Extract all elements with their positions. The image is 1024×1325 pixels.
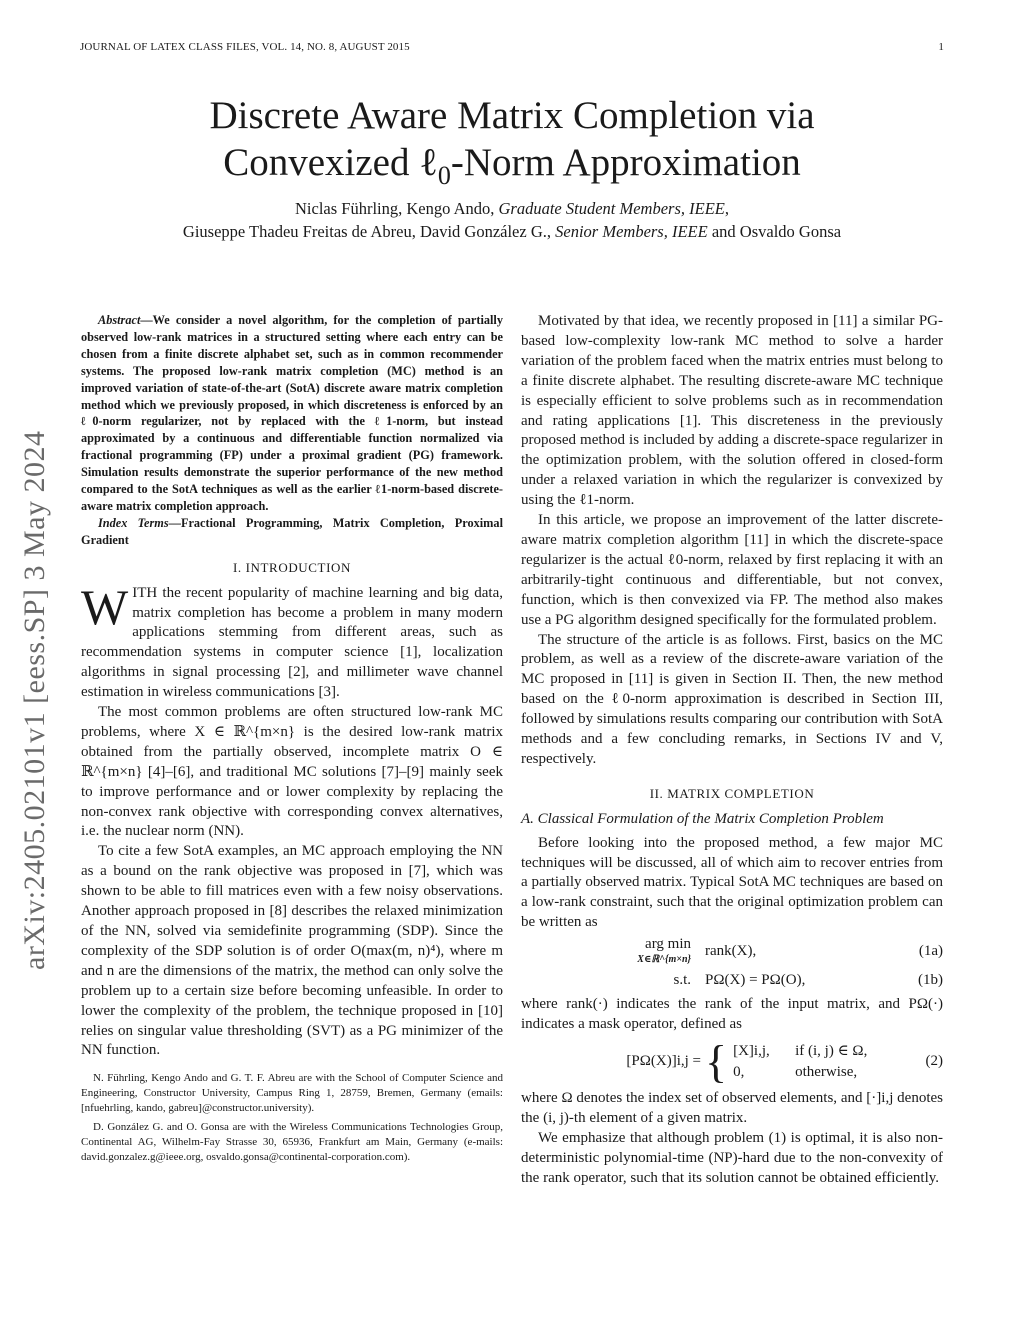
equation-2-lhs: [PΩ(X)]i,j =: [626, 1052, 701, 1069]
argmin-operator: arg min X∈ℝ^{m×n}: [637, 936, 691, 966]
equation-2-cases: [X]i,j, if (i, j) ∈ Ω, 0, otherwise,: [733, 1042, 868, 1080]
title-line-2: Convexized ℓ$_0$-Norm Approximation: [223, 141, 801, 190]
running-header: [80, 41, 944, 53]
curly-brace: {: [705, 1035, 728, 1087]
subsection-title: A. Classical Formulation of the Matrix Completion Problem: [521, 810, 884, 827]
right-paragraph-2: In this article, we propose an improvement of the latter discrete-aware matrix completion algorithm [11] in which the discrete-space regularizer is the actual ℓ0-norm, relaxed by first replacing it with an arbitrarily-tight continuous and differentiable, but not convex, function, which is then convexized via FP. The method also makes use a PG algorithm designed specifically for the formulated problem.: [521, 512, 943, 628]
footnotes: [81, 1071, 503, 1165]
equation-1a-body: rank(X),: [705, 943, 757, 960]
right-paragraph-1: Motivated by that idea, we recently proposed in [11] a similar PG-based low-complexity low-rank MC method to solve a harder variation of the problem faced when the matrix entries must belong to a finite discrete alphabet. The resulting discrete-aware MC technique is especially efficient to solve problems such as in recommendation and rating applications [1]. This discreteness in the previously proposed method is included by adding a discrete-space regularizer in the optimization problem, with the solution offered in closed-form under a relaxed variation in which the regularizer is convexized by using the ℓ1-norm.: [521, 313, 943, 509]
author-line-1: Niclas Führling, Kengo Ando, Graduate Student Members, IEEE,: [295, 199, 729, 218]
page-number: 1: [938, 41, 944, 53]
index-terms: Index Terms—Fractional Programming, Matrix Completion, Proximal Gradient: [81, 515, 503, 547]
right-column: [521, 312, 943, 1188]
right-paragraph-6: where Ω denotes the index set of observed elements, and [·]i,j denotes the (i, j)-th element of a given matrix.: [521, 1089, 943, 1126]
intro-paragraph-3: To cite a few SotA examples, an MC approach employing the NN as a bound on the rank objective was proposed in [7], which was shown to be able to fill matrices even with a few noisy observations. Another approach proposed in [8] describes the relaxed minimization of the NN, solved via semidefinite programming (SDP). Since the complexity of the SDP solution is of order O(max(m, n)⁴), where m and n are the dimensions of the matrix, the method can only solve the problem up to a certain size before becoming unfeasible. In order to lower the complexity of the problem, the technique proposed in [10] relies on singular value thresholding (SVT) as a PG minimizer of the NN function.: [81, 843, 503, 1059]
journal-header: JOURNAL OF LATEX CLASS FILES, VOL. 14, NO. 8, AUGUST 2015: [80, 41, 410, 53]
right-paragraph-5: where rank(·) indicates the rank of the input matrix, and PΩ(·) indicates a mask operator, defined as: [521, 996, 943, 1032]
drop-cap: W: [81, 578, 129, 635]
intro-paragraph-2: The most common problems are often structured low-rank MC problems, where X ∈ ℝ^{m×n} is the desired low-rank matrix obtained from the partially observed, incomplete matrix O ∈ ℝ^{m×n} [4]–[6], and traditional MC solutions [7]–[9] mainly seek to improve performance and or lower complexity by replacing the non-convex rank objective with corresponding convex alternatives, i.e. the nuclear norm (NN).: [81, 704, 503, 840]
author-block: [0, 197, 1024, 243]
equation-1b: [521, 971, 943, 991]
title-line-1: Discrete Aware Matrix Completion via: [209, 94, 815, 137]
equation-2: [521, 1035, 943, 1087]
abstract: Abstract—We consider a novel algorithm, for the completion of partially observed low-rank matrices in a structured setting where each entry can be chosen from a finite discrete alphabet set, such as in common recommender systems. The proposed low-rank matrix completion (MC) method is an improved variation of state-of-the-art (SotA) discrete aware matrix completion method which we previously proposed, in which discreteness is enforced by an ℓ0-norm regularizer, not by replaced with the ℓ1-norm, but instead approximated by a continuous and differentiable function normalized via fractional programming (FP) under a proximal gradient (PG) framework. Simulation results demonstrate the superior performance of the new method compared to the SotA techniques as well as the earlier ℓ1-norm-based discrete-aware matrix completion approach.: [81, 313, 503, 513]
author-line-2: Giuseppe Thadeu Freitas de Abreu, David González G., Senior Members, IEEE and Osvaldo Gonsa: [182, 222, 842, 241]
section-matrix-completion-title: II. MATRIX COMPLETION: [649, 785, 815, 801]
equation-1b-number: (1b): [918, 972, 943, 989]
equation-1b-lhs: s.t.: [673, 972, 691, 989]
equation-1a: [521, 937, 943, 967]
right-paragraph-7: We emphasize that although problem (1) is optimal, it is also non-deterministic polynomial-time (NP)-hard due to the non-convexity of the rank operator, such that its solution cannot be obtained efficiently.: [521, 1129, 943, 1186]
equation-1b-body: PΩ(X) = PΩ(O),: [705, 972, 806, 989]
equation-2-number: (2): [925, 1052, 943, 1069]
arxiv-stamp: arXiv:2405.02101v1 [eess.SP] 3 May 2024: [18, 430, 51, 970]
right-paragraph-4: Before looking into the proposed method, a few major MC techniques will be discussed, all of which aim to recover entries from a partially observed matrix. Typical SotA MC techniques are based on a low-rank constraint, such that the original optimization problem can be written as: [521, 834, 943, 931]
intro-paragraph-1: WITH the recent popularity of machine learning and big data, matrix completion has become a problem in many modern applications stemming from different areas, such as recommendation systems in computer science [1], localization algorithms in signal processing [2], and millimeter wave channel estimation in wireless communications [3].: [81, 578, 503, 701]
left-column: [81, 312, 503, 1169]
footnote-2: D. González G. and O. Gonsa are with the Wireless Communications Technologies Group, Continental AG, Wilhelm-Fay Strasse 30, 65936, Frankfurt am Main, Germany (e-mails: david.gonzalez.g@ieee.org, osvaldo.gonsa@continental-corporation.com).: [81, 1121, 503, 1164]
right-paragraph-3: The structure of the article is as follows. First, basics on the MC problem, as well as a review of the discrete-aware variation of the MC proposed in [11] is given in Section II. Then, the new method based on the ℓ0-norm approximation is described in Section III, followed by simulations results comparing our contribution with SotA methods and a few concluding remarks, in Sections IV and V, respectively.: [521, 631, 943, 767]
equation-1a-number: (1a): [918, 943, 943, 960]
footnote-1: N. Führling, Kengo Ando and G. T. F. Abreu are with the School of Computer Science and Engineering, Constructor University, Campus Ring 1, 28759, Bremen, Germany (emails: [nfuehrling, kando, gabreu]@constructor.university).: [81, 1072, 503, 1115]
paper-title: [0, 92, 1024, 199]
section-introduction-title: I. INTRODUCTION: [232, 559, 352, 575]
